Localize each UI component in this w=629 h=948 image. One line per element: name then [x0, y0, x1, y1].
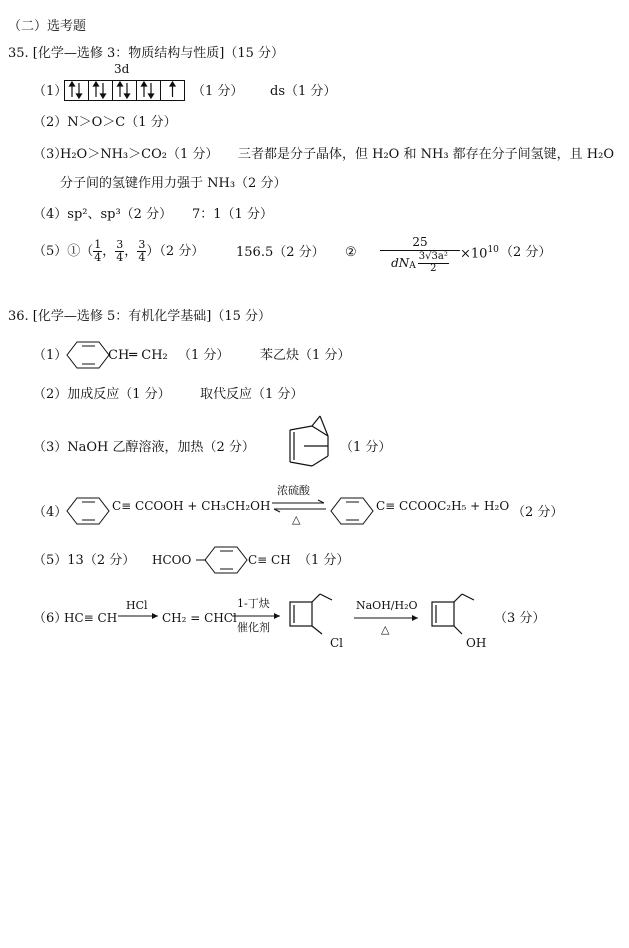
q36-1-formula: CH═ CH₂ [108, 348, 168, 363]
q36-6-score: （3 分） [494, 611, 546, 626]
q35-3-answer: H₂O＞NH₃＞CO₂（1 分） [60, 147, 219, 162]
orbital-label: 3d [114, 62, 130, 76]
benzene-ring-2 [66, 496, 110, 526]
q35-3-reason: 三者都是分子晶体，但 H₂O 和 NH₃ 都存在分子间氢键，且 H₂O [238, 147, 614, 162]
section-title: （二）选考题 [8, 19, 87, 34]
q36-6-c3-top: NaOH/H₂O [356, 599, 418, 612]
density-times: $\times 10^{10}$ [460, 245, 499, 262]
q35-3-num: （3） [33, 147, 68, 162]
q35-title: 35. [化学—选修 3：物质结构与性质]（15 分） [8, 46, 285, 61]
benzene-ring-3 [330, 496, 374, 526]
q35-1-score: （1 分） [192, 84, 244, 99]
q35-3-reason2: 分子间的氢键作用力强于 NH₃（2 分） [60, 176, 287, 191]
q36-1-num: （1） [33, 348, 68, 363]
bicyclic-structure [284, 412, 340, 474]
q35-5-coords: （5）①（ $\frac{1}{4}$ ， $\frac{3}{4}$ ， $\frac{3}{4}$ ）（2 分） [33, 238, 205, 264]
q36-6-c2-bot: 催化剂 [237, 621, 270, 634]
q35-1-answer2: ds（1 分） [270, 84, 337, 99]
q35-5-value: 156.5（2 分） [236, 245, 325, 260]
frac-3: $\frac{3}{4}$ [138, 238, 146, 264]
arrow-3 [354, 614, 420, 622]
cyclobutene-cl [286, 590, 338, 640]
reversible-arrow [270, 500, 328, 512]
density-den: dN [391, 256, 410, 270]
q35-5-num: （5）①（ [33, 243, 94, 259]
q36-6-c3-bot: △ [381, 623, 390, 636]
q35-5-circle2: ② [345, 245, 357, 260]
density-formula: 25 dN A $\frac{\text{3√3a²}}{2}$ [380, 235, 460, 274]
q36-4-num: （4） [33, 505, 68, 520]
benzene-ring-1 [66, 340, 110, 370]
benzene-ring-4 [196, 545, 256, 575]
cyclobutene-oh [428, 590, 480, 640]
frac-1: $\frac{1}{4}$ [94, 238, 102, 264]
q36-6-c2-top: 1-丁炔 [237, 597, 270, 610]
q36-2: （2）加成反应（1 分） [33, 387, 171, 402]
arrow-1 [118, 612, 160, 620]
frac-2: $\frac{3}{4}$ [116, 238, 124, 264]
q36-1-name: 苯乙炔（1 分） [260, 348, 351, 363]
q36-6-cl: Cl [330, 636, 344, 650]
q36-4-score: （2 分） [512, 505, 564, 520]
density-numerator: 25 [380, 235, 460, 251]
q36-6-s2: CH₂ = CHCl [162, 611, 237, 625]
q36-1-score: （1 分） [178, 348, 230, 363]
condition-bottom: △ [292, 513, 301, 526]
q36-6-s1: HC≡ CH [64, 611, 118, 625]
q35-2: （2）N＞O＞C（1 分） [33, 115, 177, 130]
q36-5-right: C≡ CH [248, 553, 291, 567]
q36-3: （3）NaOH 乙醇溶液，加热（2 分） [33, 440, 255, 455]
arrow-2 [232, 612, 282, 620]
orbital-diagram [64, 80, 186, 102]
q35-4: （4）sp²、sp³（2 分） [33, 207, 173, 222]
q36-title: 36. [化学—选修 5：有机化学基础]（15 分） [8, 309, 272, 324]
q36-4-reactants: C≡ CCOOH + CH₃CH₂OH [112, 499, 271, 513]
q36-5-num: （5）13（2 分） [33, 553, 136, 568]
density-inner-frac: $\frac{\text{3√3a²}}{2}$ [418, 251, 448, 274]
q36-6-oh: OH [466, 636, 487, 650]
q36-5-left: HCOO [152, 553, 192, 567]
q36-2-answer2: 取代反应（1 分） [200, 387, 304, 402]
condition-top: 浓硫酸 [277, 484, 310, 497]
q36-4-products: C≡ CCOOC₂H₅ + H₂O [376, 499, 510, 513]
q35-1-num: （1） [33, 84, 68, 99]
q36-5-score: （1 分） [298, 553, 350, 568]
q35-5-score: （2 分） [500, 245, 552, 260]
q36-6-num: （6） [33, 611, 68, 626]
q36-6-c1: HCl [126, 599, 148, 612]
q35-4-answer2: 7：1（1 分） [192, 207, 273, 222]
q36-3-score: （1 分） [340, 440, 392, 455]
